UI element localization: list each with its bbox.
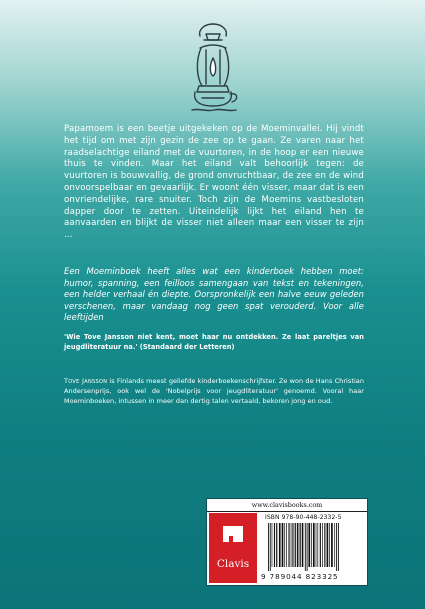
barcode-panel [206, 498, 368, 586]
barcode-bar [331, 523, 333, 567]
barcode-bar [292, 523, 293, 567]
barcode-number: 9 789044 823325 [261, 572, 339, 581]
barcode-bar [291, 523, 292, 567]
tagline-paragraph: Een Moeminboek heeft alles wat een kinderboek hebben moet: humor, spanning, een feilloos samengaan van tekst en tekeningen, een helder verhaal én diepte. Oorspronkelijk een halve eeuw geleden verschenen, maar vandaag nog geen spat verouderd. Voor alle leeftijden [64, 266, 364, 323]
publisher-website: www.clavisbooks.com [251, 501, 323, 509]
barcode-bar [313, 523, 315, 567]
barcode-bar [272, 523, 273, 567]
barcode-graphic [267, 523, 361, 571]
barcode-bar [276, 523, 277, 567]
barcode-bar [338, 523, 339, 571]
panel-divider [207, 511, 367, 512]
barcode-bar [302, 523, 304, 567]
lantern-illustration [184, 20, 242, 116]
barcode-bar [322, 523, 323, 567]
barcode-bar [336, 523, 337, 571]
barcode-bar [270, 523, 271, 571]
barcode-bar [282, 523, 284, 567]
barcode-bar [334, 523, 335, 567]
barcode-bar [288, 523, 289, 567]
barcode-bar [268, 523, 269, 571]
barcode-bar [305, 523, 306, 571]
barcode-bar [284, 523, 285, 567]
barcode-bar [307, 523, 308, 571]
synopsis-paragraph: Papamoem is een beetje uitgekeken op de Moeminvallei. Hij vindt het tijd om met zijn gezin de zee op te gaan. Ze varen naar het raadselachtige eiland met de vuurtoren, in de hoop er een nieuwe thuis te vinden. Maar het eiland valt behoorlijk tegen: de vuurtoren is bouwvallig, de grond onvruchtbaar, de zee en de wind onvoorspelbaar en gevaarlijk. Er woont één visser, maar dat is een onvriendelijke, rare snuiter. Toch zijn de Moemins vastbesloten dapper door te zetten. Uiteindelijk lijkt het eiland hen te aanvaarden en blijkt de visser niet alleen maar een visser te zijn … [64, 124, 364, 241]
barcode-bar [295, 523, 296, 567]
barcode-bar [308, 523, 310, 567]
barcode-bar [274, 523, 275, 567]
barcode-bar [311, 523, 312, 567]
review-quote: 'Wie Tove Jansson niet kent, moet haar nu ontdekken. Ze laat pareltjes van jeugdliteratuur na.' (Standaard der Letteren) [64, 333, 364, 351]
barcode-bar [324, 523, 325, 567]
barcode-bar [279, 523, 281, 567]
barcode-bar [317, 523, 318, 567]
barcode-bar [316, 523, 317, 567]
author-name: Tove Jansson [64, 377, 108, 385]
isbn-label: ISBN 978-90-448-2332-5 [265, 514, 342, 521]
publisher-name: Clavis [216, 558, 250, 570]
barcode-bar [327, 523, 329, 567]
key-logo-icon [221, 523, 245, 545]
author-bio [64, 377, 364, 407]
barcode-bar [286, 523, 287, 567]
barcode-bar [297, 523, 299, 567]
barcode-bar [329, 523, 330, 567]
publisher-logo [209, 513, 257, 583]
author-bio-text: is Finlands meest geliefde kinderboekenschrijfster. Ze won de Hans Christian Andersenprijs, ook wel de 'Nobelprijs voor jeugdliteratuur' genoemd. Vooral haar Moeminboeken, intussen in meer dan dertig talen vertaald, bekoren jong en oud. [64, 377, 365, 405]
barcode-bar [300, 523, 301, 567]
barcode-bar [320, 523, 321, 567]
